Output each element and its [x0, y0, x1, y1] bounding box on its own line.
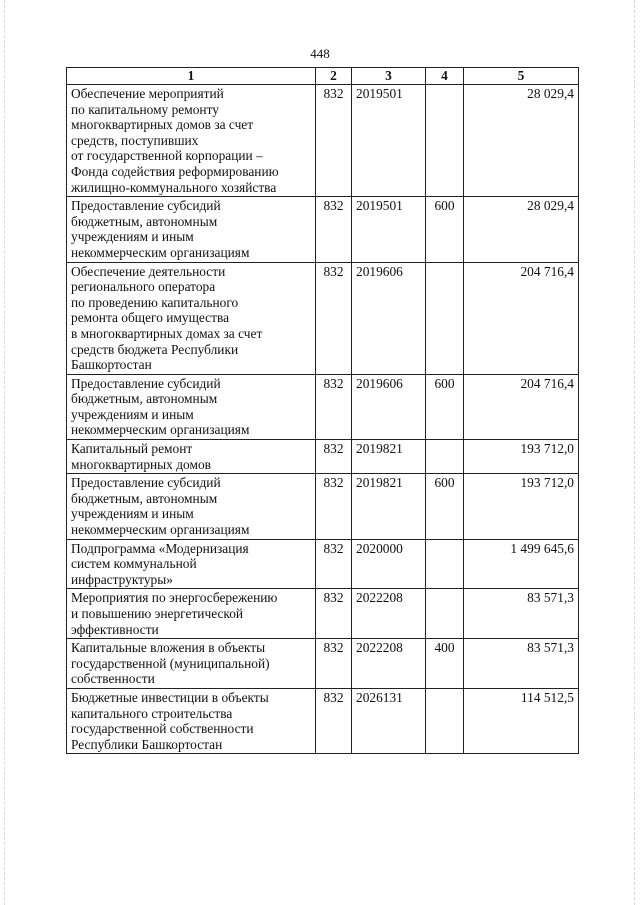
description-line: Предоставление субсидий [71, 375, 221, 391]
ministry-code: 832 [316, 374, 352, 439]
description-line: регионального оператора [71, 279, 216, 295]
table-header [67, 68, 579, 85]
column-header-3: 3 [352, 68, 426, 85]
description-line: Обеспечение деятельности [71, 263, 226, 279]
description-line: некоммерческим организациям [71, 522, 250, 538]
ministry-code: 832 [316, 688, 352, 753]
scan-edge-left [4, 0, 6, 905]
description-line: многоквартирных домов [71, 456, 211, 472]
target-article-code: 2019606 [352, 262, 426, 374]
description-line: Фонда содействия реформированию [71, 163, 279, 179]
row-description [67, 589, 316, 639]
description-line: учреждениям и иным [71, 406, 194, 422]
description-line: Бюджетные инвестиции в объекты [71, 689, 269, 705]
amount: 1 499 645,6 [464, 539, 579, 589]
budget-table [66, 67, 579, 754]
amount: 204 716,4 [464, 374, 579, 439]
column-header-4: 4 [426, 68, 464, 85]
description-line: бюджетным, автономным [71, 213, 218, 229]
description-line: систем коммунальной [71, 556, 197, 572]
target-article-code: 2019821 [352, 474, 426, 539]
description-line: средств бюджета Республики [71, 341, 239, 357]
description-line: учреждениям и иным [71, 229, 194, 245]
target-article-code: 2020000 [352, 539, 426, 589]
target-article-code: 2022208 [352, 589, 426, 639]
expense-type-code [426, 589, 464, 639]
row-description [67, 688, 316, 753]
column-header-1: 1 [67, 68, 316, 85]
row-description [67, 639, 316, 689]
target-article-code: 2022208 [352, 639, 426, 689]
amount: 28 029,4 [464, 85, 579, 197]
table-body [67, 85, 579, 754]
expense-type-code [426, 688, 464, 753]
description-line: от государственной корпорации – [71, 148, 263, 164]
description-line: в многоквартирных домах за счет [71, 325, 263, 341]
description-line: некоммерческим организациям [71, 244, 250, 260]
description-line: жилищно-коммунального хозяйства [71, 179, 277, 195]
description-line: бюджетным, автономным [71, 391, 218, 407]
amount: 28 029,4 [464, 197, 579, 262]
target-article-code: 2019501 [352, 197, 426, 262]
row-description [67, 262, 316, 374]
expense-type-code: 400 [426, 639, 464, 689]
amount: 83 571,3 [464, 589, 579, 639]
description-line: Подпрограмма «Модернизация [71, 540, 249, 556]
amount: 193 712,0 [464, 440, 579, 474]
description-line: собственности [71, 671, 155, 687]
description-line: Мероприятия по энергосбережению [71, 590, 278, 606]
ministry-code: 832 [316, 85, 352, 197]
table-row [67, 85, 579, 197]
amount: 193 712,0 [464, 474, 579, 539]
description-line: некоммерческим организациям [71, 422, 250, 438]
description-line: Капитальный ремонт [71, 441, 193, 457]
amount: 204 716,4 [464, 262, 579, 374]
page-number: 448 [310, 46, 330, 61]
description-line: Капитальные вложения в объекты [71, 640, 266, 656]
description-line: инфраструктуры» [71, 571, 173, 587]
row-description [67, 374, 316, 439]
table-row [67, 639, 579, 689]
scan-edge-right [634, 0, 636, 905]
ministry-code: 832 [316, 262, 352, 374]
target-article-code: 2019501 [352, 85, 426, 197]
column-header-5: 5 [464, 68, 579, 85]
ministry-code: 832 [316, 440, 352, 474]
description-line: ремонта общего имущества [71, 310, 230, 326]
amount: 83 571,3 [464, 639, 579, 689]
table-row [67, 539, 579, 589]
description-line: бюджетным, автономным [71, 490, 218, 506]
description-line: по капитальному ремонту [71, 101, 219, 117]
description-line: Башкортостан [71, 357, 152, 373]
expense-type-code: 600 [426, 474, 464, 539]
expense-type-code [426, 262, 464, 374]
target-article-code: 2019606 [352, 374, 426, 439]
table-row [67, 440, 579, 474]
row-description [67, 474, 316, 539]
description-line: Обеспечение мероприятий [71, 86, 224, 101]
description-line: и повышению энергетической [71, 606, 244, 621]
description-line: Предоставление субсидий [71, 198, 221, 214]
description-line: Предоставление субсидий [71, 475, 221, 491]
description-line: учреждениям и иным [71, 506, 194, 522]
description-line: государственной собственности [71, 721, 254, 737]
ministry-code: 832 [316, 589, 352, 639]
ministry-code: 832 [316, 539, 352, 589]
ministry-code: 832 [316, 197, 352, 262]
header-row [67, 68, 579, 85]
expense-type-code [426, 539, 464, 589]
table-row [67, 474, 579, 539]
column-header-2: 2 [316, 68, 352, 85]
target-article-code: 2019821 [352, 440, 426, 474]
description-line: по проведению капитального [71, 294, 239, 310]
description-line: средств, поступивших [71, 132, 199, 148]
description-line: Республики Башкортостан [71, 736, 223, 752]
amount: 114 512,5 [464, 688, 579, 753]
description-line: эффективности [71, 621, 159, 637]
row-description [67, 440, 316, 474]
description-line: капитального строительства [71, 705, 233, 721]
table-row [67, 688, 579, 753]
expense-type-code [426, 85, 464, 197]
row-description [67, 197, 316, 262]
expense-type-code: 600 [426, 374, 464, 439]
row-description [67, 85, 316, 197]
ministry-code: 832 [316, 474, 352, 539]
table-row [67, 589, 579, 639]
expense-type-code [426, 440, 464, 474]
table-row [67, 197, 579, 262]
row-description [67, 539, 316, 589]
table-row [67, 262, 579, 374]
target-article-code: 2026131 [352, 688, 426, 753]
expense-type-code: 600 [426, 197, 464, 262]
description-line: многоквартирных домов за счет [71, 117, 254, 133]
ministry-code: 832 [316, 639, 352, 689]
table-row [67, 374, 579, 439]
description-line: государственной (муниципальной) [71, 655, 270, 671]
